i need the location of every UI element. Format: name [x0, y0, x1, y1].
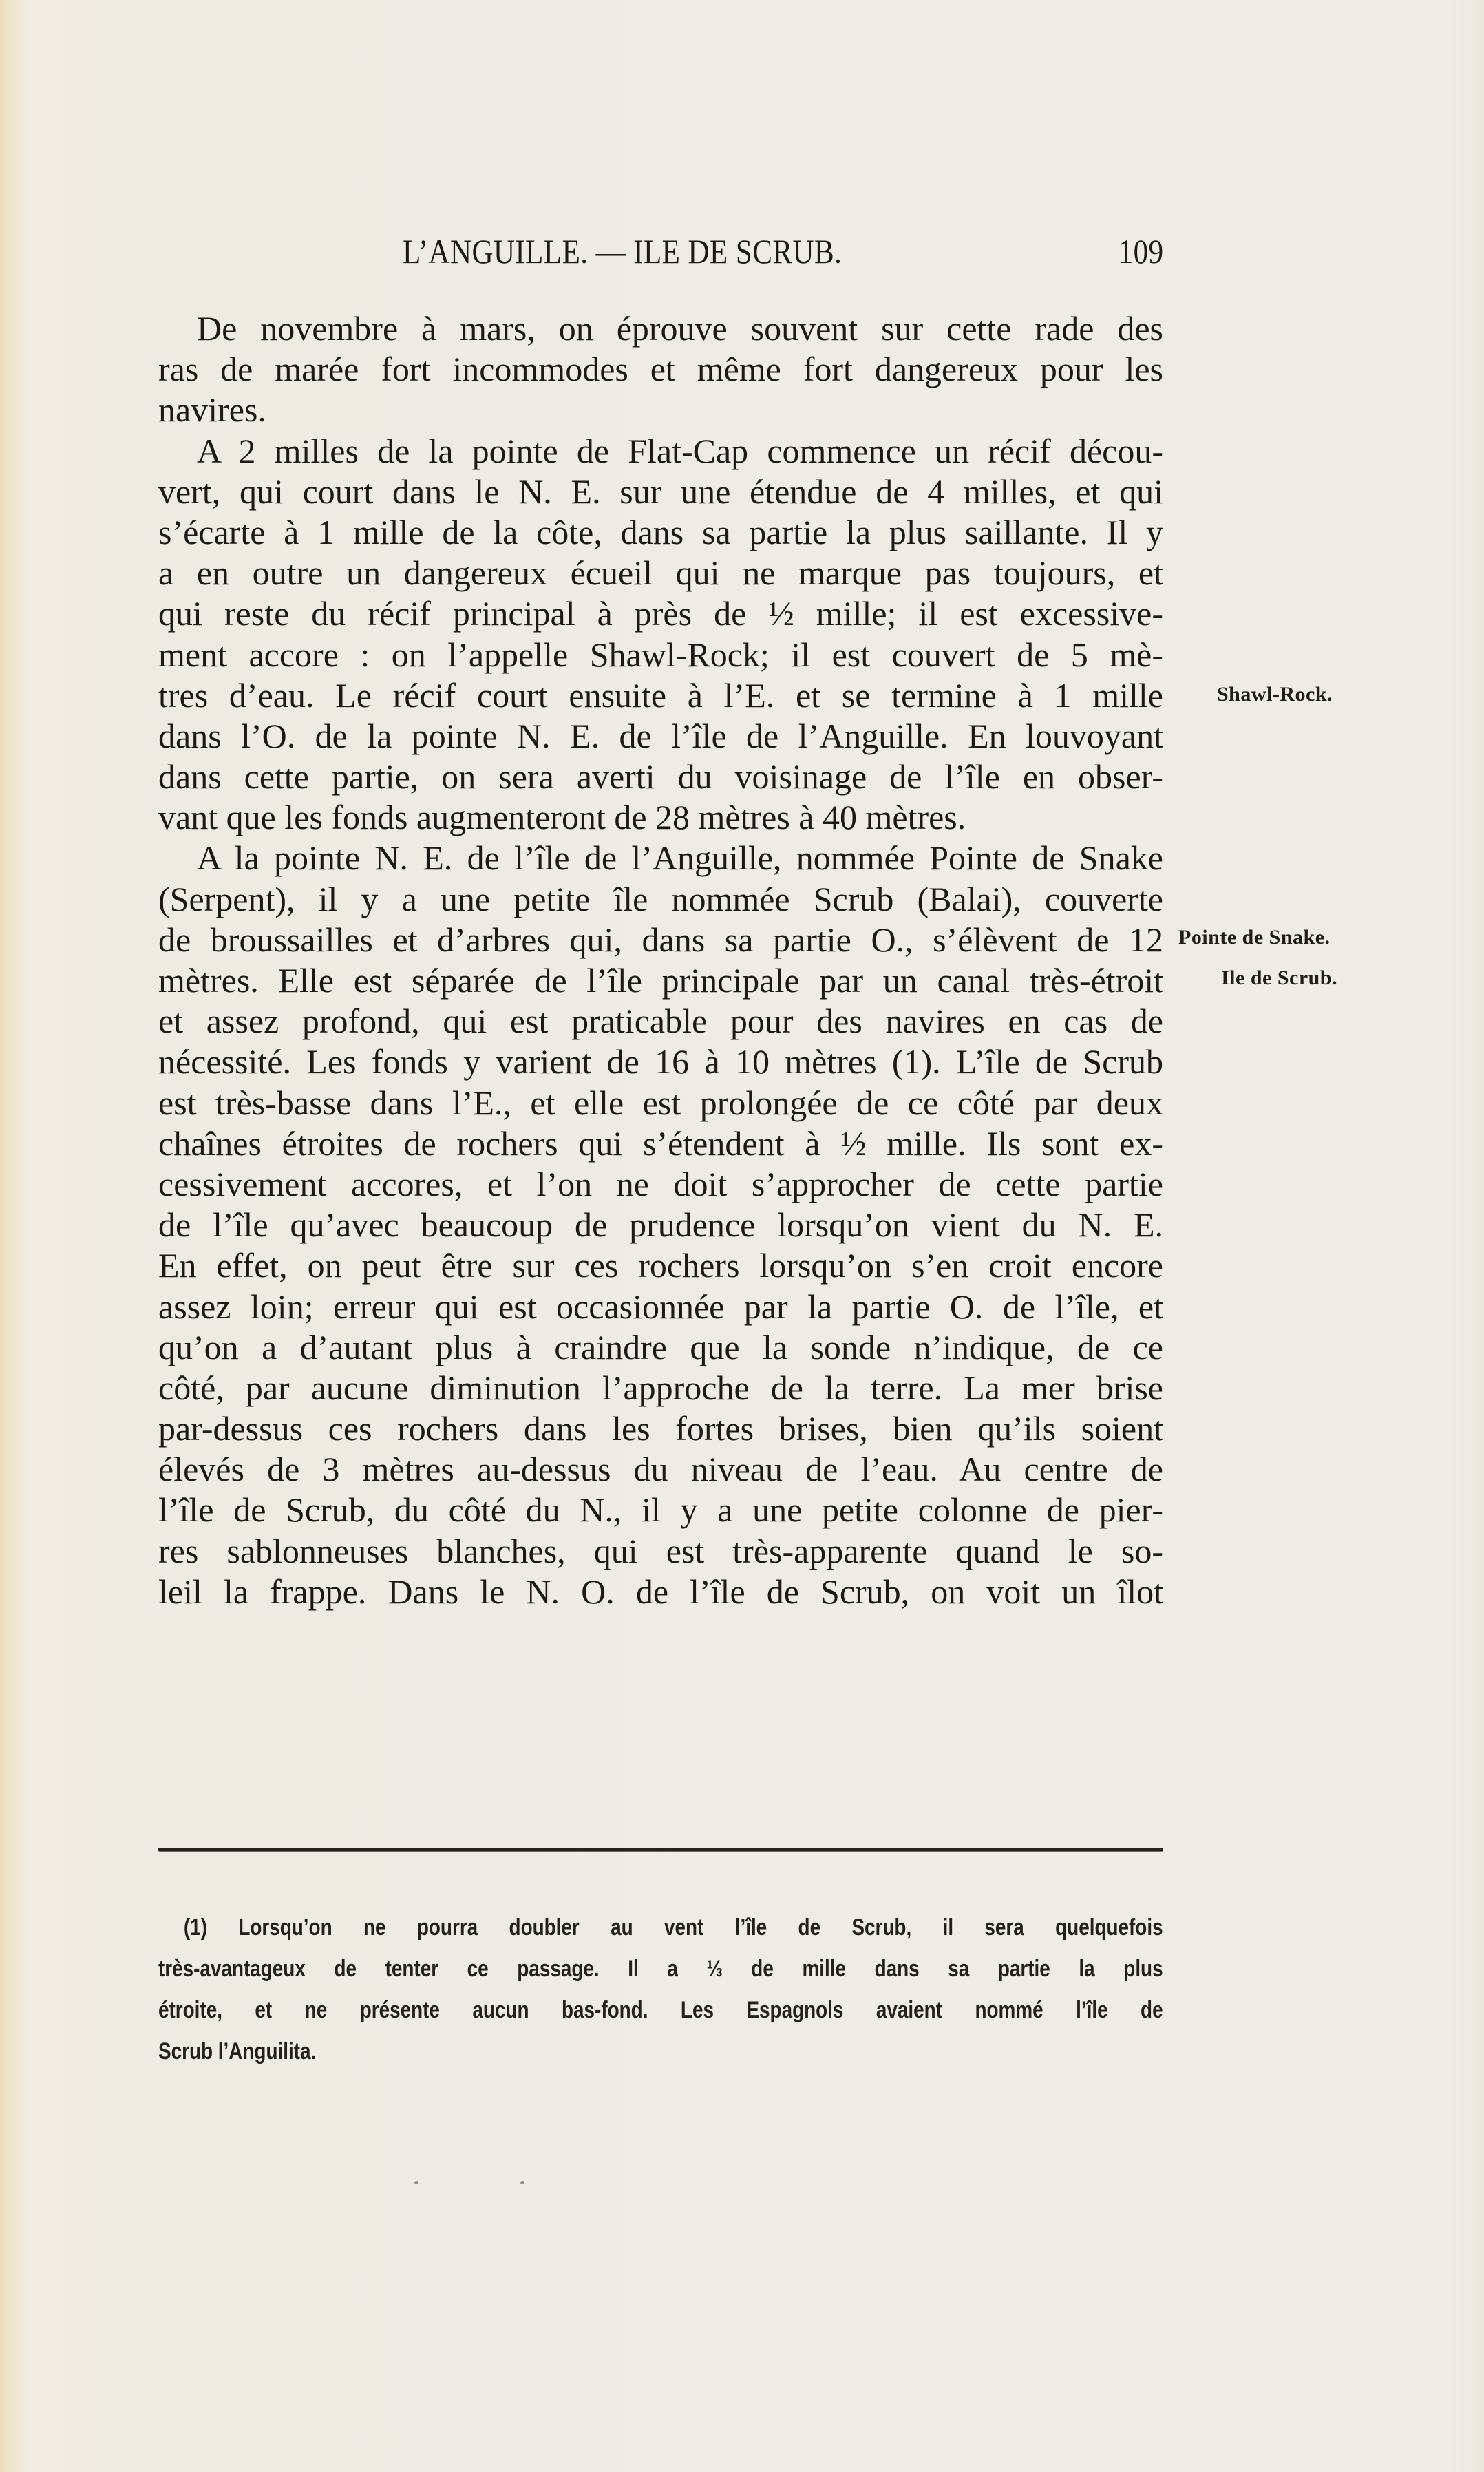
paper-speck [520, 2181, 524, 2184]
text-line: l’île de Scrub, du côté du N., il y a une petite colonne de pier- [158, 1490, 1163, 1530]
text-line: vert, qui court dans le N. E. sur une étendue de 4 milles, et qui [158, 472, 1163, 511]
text-line: qu’on a d’autant plus à craindre que la sonde n’indique, de ce [158, 1327, 1163, 1366]
body-text [158, 308, 1163, 1612]
text-line: ment accore : on l’appelle Shawl-Rock; il est couvert de 5 mè- [158, 635, 1163, 674]
footnote-line: Scrub l’Anguilita. [158, 2038, 317, 2064]
footnote-line: étroite, et ne présente aucun bas-fond. Les Espagnols avaient nommé l’île de [158, 1997, 1163, 2023]
text-line: qui reste du récif principal à près de ½ mille; il est excessive- [158, 594, 1163, 633]
running-title: L’ANGUILLE. — ILE DE SCRUB. [403, 232, 842, 271]
margin-note-pointe-de-snake: Pointe de Snake. [1178, 926, 1331, 949]
text-line: (Serpent), il y a une petite île nommée Scrub (Balai), couverte [158, 879, 1163, 918]
text-line: chaînes étroites de rochers qui s’étendent à ½ mille. Ils sont ex- [158, 1123, 1163, 1163]
page-number: 109 [1118, 232, 1163, 271]
text-line: élevés de 3 mètres au-dessus du niveau de l’eau. Au centre de [158, 1450, 1163, 1489]
text-line: leil la frappe. Dans le N. O. de l’île de Scrub, on voit un îlot [158, 1572, 1163, 1611]
text-line: De novembre à mars, on éprouve souvent sur cette rade des [197, 309, 1163, 348]
margin-note-ile-de-scrub: Ile de Scrub. [1221, 966, 1338, 989]
text-line: est très-basse dans l’E., et elle est prolongée de ce côté par deux [158, 1083, 1163, 1122]
footnote-rule [158, 1848, 1163, 1851]
text-line: de l’île qu’avec beaucoup de prudence lorsqu’on vient du N. E. [158, 1205, 1163, 1245]
page-header [158, 231, 1163, 279]
text-line: ras de marée fort incommodes et même fort dangereux pour les [158, 350, 1163, 389]
margin-note-shawl-rock: Shawl-Rock. [1217, 683, 1333, 706]
text-line: assez loin; erreur qui est occasionnée par la partie O. de l’île, et [158, 1287, 1163, 1326]
footnote-line: très-avantageux de tenter ce passage. Il a ⅓ de mille dans sa partie la plus [158, 1956, 1163, 1982]
text-line: s’écarte à 1 mille de la côte, dans sa partie la plus saillante. Il y [158, 512, 1163, 551]
text-line: res sablonneuses blanches, qui est très-apparente quand le so- [158, 1531, 1163, 1570]
text-line: cessivement accores, et l’on ne doit s’approcher de cette partie [158, 1164, 1163, 1203]
footnote [158, 1907, 1163, 2072]
text-line: A la pointe N. E. de l’île de l’Anguille, nommée Pointe de Snake [197, 838, 1163, 878]
text-line: et assez profond, qui est praticable pour des navires en cas de [158, 1002, 1163, 1041]
text-line: En effet, on peut être sur ces rochers lorsqu’on s’en croit encore [158, 1246, 1163, 1285]
text-line: A 2 milles de la pointe de Flat-Cap commence un récif décou- [197, 431, 1163, 470]
text-line: côté, par aucune diminution l’approche de la terre. La mer brise [158, 1368, 1163, 1407]
text-line: tres d’eau. Le récif court ensuite à l’E. et se termine à 1 mille [158, 675, 1163, 715]
text-line: dans cette partie, on sera averti du voisinage de l’île en obser- [158, 757, 1163, 796]
paper-speck [414, 2181, 418, 2184]
text-line: a en outre un dangereux écueil qui ne marque pas toujours, et [158, 553, 1163, 593]
text-line: dans l’O. de la pointe N. E. de l’île de l’Anguille. En louvoyant [158, 716, 1163, 755]
text-line: mètres. Elle est séparée de l’île principale par un canal très-étroit [158, 961, 1163, 1000]
footnote-line: (1) Lorsqu’on ne pourra doubler au vent l’île de Scrub, il sera quelquefois [183, 1914, 1163, 1941]
text-line: par-dessus ces rochers dans les fortes brises, bien qu’ils soient [158, 1409, 1163, 1448]
text-line: navires. [158, 390, 266, 430]
text-line: de broussailles et d’arbres qui, dans sa partie O., s’élèvent de 12 [158, 920, 1163, 959]
text-line: nécessité. Les fonds y varient de 16 à 10 mètres (1). L’île de Scrub [158, 1042, 1163, 1081]
text-line: vant que les fonds augmenteront de 28 mètres à 40 mètres. [158, 798, 966, 837]
